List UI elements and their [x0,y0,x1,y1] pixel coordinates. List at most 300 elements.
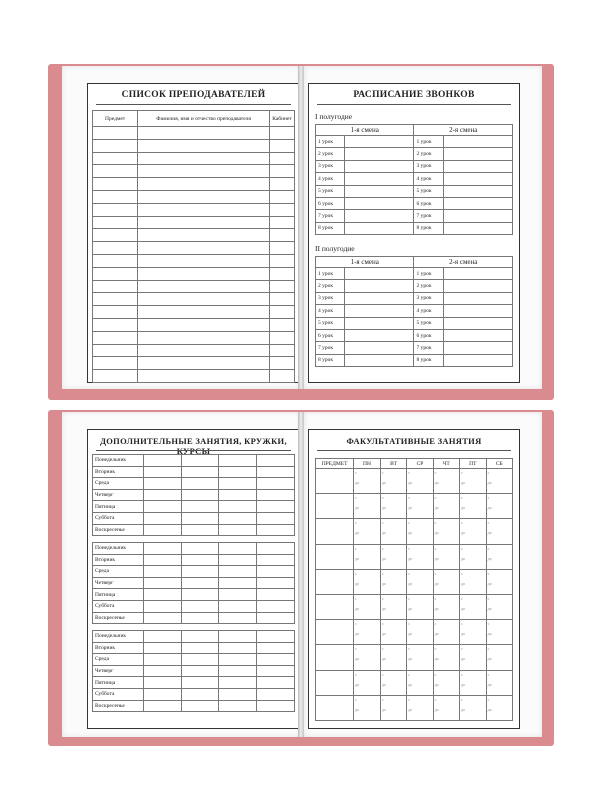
electives-time-cell[interactable] [354,620,381,645]
teachers-cell[interactable] [270,127,295,140]
electives-time-cell[interactable] [380,494,406,519]
extra-cell[interactable] [181,543,219,555]
extra-cell[interactable] [143,543,181,555]
extra-row [93,577,295,589]
teachers-cell[interactable] [138,139,270,152]
mark-from: с [408,495,411,501]
electives-time-cell[interactable] [407,594,433,619]
extra-cell[interactable] [143,600,181,612]
electives-subject-cell[interactable] [316,594,354,619]
extra-cell[interactable] [143,642,181,654]
extra-cell[interactable] [143,489,181,501]
electives-time-cell[interactable] [407,645,433,670]
electives-time-cell[interactable] [486,645,512,670]
teachers-cell[interactable] [93,165,138,178]
time-cell[interactable] [345,317,414,329]
mark-from: с [434,470,437,475]
electives-time-cell[interactable] [433,544,459,569]
electives-time-cell[interactable] [486,544,512,569]
teachers-cell[interactable] [270,254,295,267]
electives-time-cell[interactable] [486,494,512,519]
extra-row [93,677,295,689]
teachers-cell[interactable] [93,178,138,191]
extra-cell[interactable] [143,631,181,643]
extra-cell[interactable] [181,589,219,601]
electives-time-cell[interactable] [407,670,433,695]
electives-subject-cell[interactable] [316,670,354,695]
bells-row [316,222,513,234]
electives-time-cell[interactable] [460,594,487,619]
time-cell[interactable] [443,354,512,366]
extra-cell[interactable] [257,677,295,689]
mark-to: до [408,605,413,611]
extra-cell[interactable] [219,577,257,589]
electives-time-cell[interactable] [354,695,381,720]
electives-subject-cell[interactable] [316,569,354,594]
extra-cell[interactable] [257,631,295,643]
teachers-cell[interactable] [270,165,295,178]
time-cell[interactable] [345,305,414,317]
time-cell[interactable] [345,197,414,209]
bells-row [316,160,513,172]
mark-from: с [381,621,384,627]
teachers-cell[interactable] [270,280,295,293]
electives-time-cell[interactable] [486,670,512,695]
electives-time-cell[interactable] [354,519,381,544]
extra-cell[interactable] [219,612,257,624]
electives-subject-cell[interactable] [316,645,354,670]
extra-row [93,478,295,490]
mark-to: до [461,681,466,687]
electives-time-cell[interactable] [380,594,406,619]
electives-time-cell[interactable] [460,469,487,494]
mark-to: до [408,706,413,712]
extra-cell[interactable] [219,543,257,555]
teachers-cell[interactable] [138,242,270,255]
electives-time-cell[interactable] [407,695,433,720]
extra-cell[interactable] [219,512,257,524]
teachers-cell[interactable] [138,344,270,357]
time-cell[interactable] [345,292,414,304]
extra-cell[interactable] [219,478,257,490]
teachers-cell[interactable] [93,242,138,255]
teachers-cell[interactable] [270,293,295,306]
extra-cell[interactable] [181,455,219,467]
extra-cell[interactable] [257,688,295,700]
extra-cell[interactable] [257,489,295,501]
extra-cell[interactable] [219,700,257,712]
shift2-header: 2-я смена [414,125,513,136]
teachers-cell[interactable] [270,229,295,242]
teachers-cell[interactable] [270,190,295,203]
electives-time-cell[interactable] [354,670,381,695]
extra-cell[interactable] [257,543,295,555]
time-cell[interactable] [443,280,512,292]
time-cell[interactable] [345,136,414,148]
teachers-cell[interactable] [270,331,295,344]
time-cell[interactable] [345,280,414,292]
mark-from: с [487,570,490,576]
extra-cell[interactable] [143,455,181,467]
teachers-cell[interactable] [93,216,138,229]
day-label: Воскресенье [93,524,144,536]
time-cell[interactable] [345,354,414,366]
electives-time-cell[interactable] [407,569,433,594]
teachers-cell[interactable] [270,242,295,255]
electives-time-cell[interactable] [433,620,459,645]
electives-time-cell[interactable] [433,695,459,720]
extra-cell[interactable] [219,642,257,654]
extra-cell[interactable] [143,466,181,478]
electives-time-cell[interactable] [380,544,406,569]
extra-cell[interactable] [257,566,295,578]
electives-subject-cell[interactable] [316,695,354,720]
electives-time-cell[interactable] [460,494,487,519]
mark-to: до [487,555,492,561]
extra-cell[interactable] [257,478,295,490]
time-cell[interactable] [443,342,512,354]
time-cell[interactable] [345,160,414,172]
extra-cell[interactable] [219,688,257,700]
electives-time-cell[interactable] [460,645,487,670]
time-cell[interactable] [443,148,512,160]
teachers-cell[interactable] [270,152,295,165]
teachers-cell[interactable] [138,127,270,140]
mark-from: с [434,495,437,501]
teachers-cell[interactable] [270,370,295,383]
time-cell[interactable] [443,197,512,209]
extra-cell[interactable] [219,654,257,666]
electives-time-cell[interactable] [407,494,433,519]
extra-cell[interactable] [143,512,181,524]
extra-cell[interactable] [181,466,219,478]
extra-cell[interactable] [257,700,295,712]
teachers-cell[interactable] [138,267,270,280]
extra-cell[interactable] [143,612,181,624]
day-label: Суббота [93,688,144,700]
mark-from: с [434,696,437,702]
teachers-cell[interactable] [270,216,295,229]
time-cell[interactable] [443,185,512,197]
extra-cell[interactable] [219,665,257,677]
mark-to: до [355,681,360,687]
extra-cell[interactable] [143,524,181,536]
extra-cell[interactable] [143,566,181,578]
lesson-label: 4 урок [414,173,443,185]
time-cell[interactable] [443,268,512,280]
mark-to: до [461,530,466,536]
teachers-cell[interactable] [138,280,270,293]
time-cell[interactable] [443,173,512,185]
extra-cell[interactable] [257,665,295,677]
electives-time-cell[interactable] [460,620,487,645]
teachers-cell[interactable] [270,267,295,280]
teachers-cell[interactable] [270,139,295,152]
extra-cell[interactable] [181,478,219,490]
extra-cell[interactable] [181,566,219,578]
teachers-cell[interactable] [138,190,270,203]
time-cell[interactable] [443,305,512,317]
teachers-cell[interactable] [270,203,295,216]
teachers-cell[interactable] [138,254,270,267]
extra-cell[interactable] [181,677,219,689]
electives-time-cell[interactable] [380,469,406,494]
extra-row [93,554,295,566]
extra-cell[interactable] [143,688,181,700]
mark-to: до [487,505,492,511]
time-cell[interactable] [345,148,414,160]
mark-from: с [355,696,357,702]
extra-cell[interactable] [257,654,295,666]
extra-cell[interactable] [257,600,295,612]
extra-cell[interactable] [219,524,257,536]
electives-header: ЧТ [433,459,459,469]
teachers-cell[interactable] [138,203,270,216]
electives-time-cell[interactable] [380,670,406,695]
mark-to: до [381,580,386,586]
teachers-cell[interactable] [93,139,138,152]
lesson-label: 8 урок [316,222,345,234]
extra-cell[interactable] [143,665,181,677]
time-cell[interactable] [443,329,512,341]
teachers-cell[interactable] [93,254,138,267]
electives-time-cell[interactable] [486,469,512,494]
day-label: Воскресенье [93,700,144,712]
extra-cell[interactable] [219,489,257,501]
extra-cell[interactable] [219,455,257,467]
day-label: Пятница [93,677,144,689]
extra-cell[interactable] [219,677,257,689]
time-cell[interactable] [345,210,414,222]
electives-time-cell[interactable] [433,569,459,594]
day-label: Суббота [93,600,144,612]
teachers-cell[interactable] [138,318,270,331]
extra-cell[interactable] [181,688,219,700]
electives-time-cell[interactable] [380,569,406,594]
teachers-cell[interactable] [93,152,138,165]
electives-header: ПТ [460,459,487,469]
electives-time-cell[interactable] [433,519,459,544]
teachers-cell[interactable] [93,306,138,319]
mark-from: с [461,470,463,475]
teachers-row [93,293,295,306]
electives-time-cell[interactable] [354,594,381,619]
time-cell[interactable] [443,210,512,222]
electives-time-cell[interactable] [380,695,406,720]
extra-cell[interactable] [257,554,295,566]
teachers-cell[interactable] [138,229,270,242]
electives-time-cell[interactable] [433,670,459,695]
electives-time-cell[interactable] [354,544,381,569]
extra-cell[interactable] [181,654,219,666]
electives-time-cell[interactable] [486,620,512,645]
extra-cell[interactable] [143,478,181,490]
lesson-label: 2 урок [414,280,443,292]
extra-cell[interactable] [257,512,295,524]
extra-cell[interactable] [181,700,219,712]
teachers-cell[interactable] [93,318,138,331]
electives-time-cell[interactable] [433,594,459,619]
extra-cell[interactable] [143,677,181,689]
teachers-cell[interactable] [138,178,270,191]
extra-cell[interactable] [181,631,219,643]
electives-time-cell[interactable] [380,645,406,670]
time-cell[interactable] [345,173,414,185]
teachers-cell[interactable] [93,370,138,383]
mark-to: до [461,656,466,662]
teachers-cell[interactable] [138,370,270,383]
electives-time-cell[interactable] [460,519,487,544]
electives-time-cell[interactable] [486,519,512,544]
extra-cell[interactable] [219,631,257,643]
extra-cell[interactable] [181,501,219,513]
extra-cell[interactable] [143,501,181,513]
mark-from: с [461,621,463,627]
mark-from: с [487,671,490,677]
electives-time-cell[interactable] [460,544,487,569]
extra-cell[interactable] [181,600,219,612]
time-cell[interactable] [345,185,414,197]
teachers-cell[interactable] [93,267,138,280]
electives-time-cell[interactable] [354,645,381,670]
mark-from: с [487,470,490,475]
extra-cell[interactable] [257,466,295,478]
teachers-cell[interactable] [138,331,270,344]
electives-subject-cell[interactable] [316,544,354,569]
mark-to: до [461,555,466,561]
extra-cell[interactable] [181,612,219,624]
teachers-cell[interactable] [138,357,270,370]
extra-cell[interactable] [143,589,181,601]
extra-cell[interactable] [143,554,181,566]
teachers-cell[interactable] [93,229,138,242]
lesson-label: 6 урок [414,329,443,341]
mark-to: до [487,631,492,637]
teachers-cell[interactable] [93,203,138,216]
electives-time-cell[interactable] [354,469,381,494]
mark-to: до [487,605,492,611]
mark-to: до [381,480,386,485]
extra-cell[interactable] [219,589,257,601]
teachers-cell[interactable] [93,280,138,293]
time-cell[interactable] [345,222,414,234]
electives-time-cell[interactable] [460,695,487,720]
extra-cell[interactable] [143,700,181,712]
electives-time-cell[interactable] [433,469,459,494]
electives-subject-cell[interactable] [316,469,354,494]
electives-time-cell[interactable] [380,519,406,544]
bells-table-2 [315,256,513,367]
extra-cell[interactable] [181,642,219,654]
electives-time-cell[interactable] [407,544,433,569]
electives-time-cell[interactable] [460,670,487,695]
electives-time-cell[interactable] [486,594,512,619]
electives-time-cell[interactable] [354,494,381,519]
extra-cell[interactable] [181,524,219,536]
extra-cell[interactable] [181,577,219,589]
electives-subject-cell[interactable] [316,620,354,645]
extra-cell[interactable] [219,466,257,478]
time-cell[interactable] [443,136,512,148]
mark-from: с [355,470,357,475]
teachers-cell[interactable] [93,331,138,344]
teachers-cell[interactable] [270,318,295,331]
extra-cell[interactable] [257,501,295,513]
extra-cell[interactable] [257,589,295,601]
extra-cell[interactable] [219,600,257,612]
time-cell[interactable] [443,317,512,329]
teachers-cell[interactable] [93,293,138,306]
teachers-cell[interactable] [270,306,295,319]
teachers-cell[interactable] [270,344,295,357]
mark-to: до [487,480,492,485]
extra-cell[interactable] [181,489,219,501]
extra-cell[interactable] [143,654,181,666]
electives-time-cell[interactable] [380,620,406,645]
electives-time-cell[interactable] [433,494,459,519]
extra-cell[interactable] [257,524,295,536]
time-cell[interactable] [345,329,414,341]
teachers-cell[interactable] [138,216,270,229]
extra-cell[interactable] [181,554,219,566]
extra-cell[interactable] [257,642,295,654]
extra-cell[interactable] [143,577,181,589]
teachers-cell[interactable] [93,127,138,140]
time-cell[interactable] [443,160,512,172]
teachers-cell[interactable] [138,152,270,165]
shift2-header-2: 2-я смена [414,257,513,268]
extra-row [93,642,295,654]
time-cell[interactable] [443,222,512,234]
mark-to: до [408,681,413,687]
extra-cell[interactable] [257,577,295,589]
electives-time-cell[interactable] [354,569,381,594]
teachers-cell[interactable] [93,190,138,203]
time-cell[interactable] [443,292,512,304]
electives-time-cell[interactable] [433,645,459,670]
electives-time-cell[interactable] [407,620,433,645]
teachers-cell[interactable] [138,306,270,319]
bells-row [316,305,513,317]
teachers-cell[interactable] [270,357,295,370]
extra-cell[interactable] [181,665,219,677]
time-cell[interactable] [345,268,414,280]
teachers-cell[interactable] [93,344,138,357]
teachers-cell[interactable] [93,357,138,370]
electives-time-cell[interactable] [486,695,512,720]
time-cell[interactable] [345,342,414,354]
extra-cell[interactable] [181,512,219,524]
electives-subject-cell[interactable] [316,494,354,519]
day-label: Четверг [93,577,144,589]
electives-subject-cell[interactable] [316,519,354,544]
mark-to: до [461,631,466,637]
electives-time-cell[interactable] [407,469,433,494]
extra-cell[interactable] [219,566,257,578]
electives-time-cell[interactable] [460,569,487,594]
extra-cell[interactable] [219,554,257,566]
mark-from: с [381,545,384,551]
electives-time-cell[interactable] [407,519,433,544]
teachers-cell[interactable] [138,293,270,306]
teachers-cell[interactable] [138,165,270,178]
electives-time-cell[interactable] [486,569,512,594]
extra-cell[interactable] [257,455,295,467]
teachers-cell[interactable] [270,178,295,191]
extra-cell[interactable] [257,612,295,624]
extra-cell[interactable] [219,501,257,513]
mark-from: с [461,520,463,526]
